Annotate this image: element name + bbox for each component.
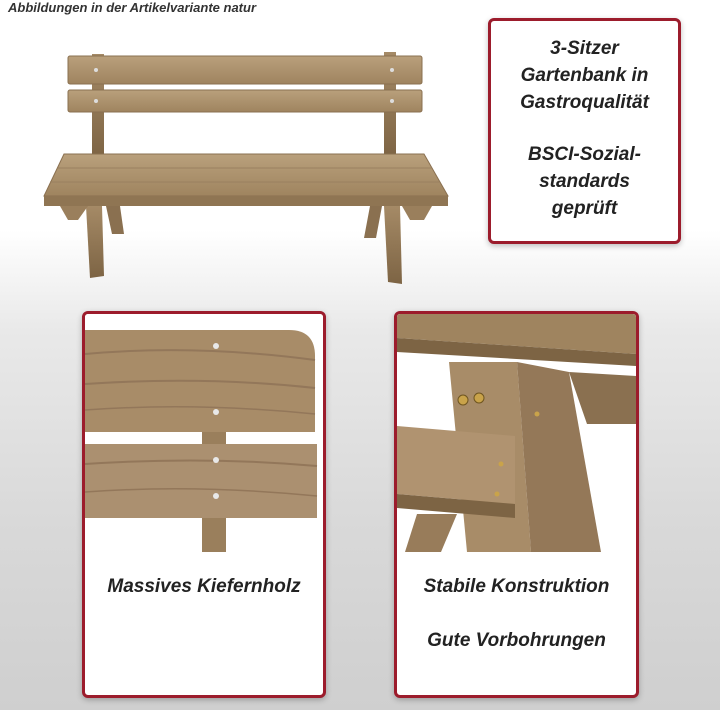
info-box [488,18,681,244]
info-line: standards [539,171,630,192]
construction-detail-panel [394,311,639,698]
info-line: Gastroqualität [520,92,649,113]
info-line: geprüft [551,198,618,219]
info-line: 3-Sitzer [550,38,619,59]
panel-label: Massives Kiefernholz [107,576,301,597]
backrest-closeup-image [85,314,323,554]
wood-detail-panel [82,311,326,698]
info-line: BSCI-Sozial- [528,144,641,165]
bench-image [40,48,452,288]
info-text-top [491,35,678,116]
leg-closeup-image [397,314,636,554]
info-line: Gartenbank in [520,65,649,86]
info-text-bottom [491,141,678,222]
panel-label-2: Gute Vorbohrungen [427,630,606,651]
panel-label-1: Stabile Konstruktion [423,576,610,597]
image-caption: Abbildungen in der Artikelvariante natur [8,0,256,15]
